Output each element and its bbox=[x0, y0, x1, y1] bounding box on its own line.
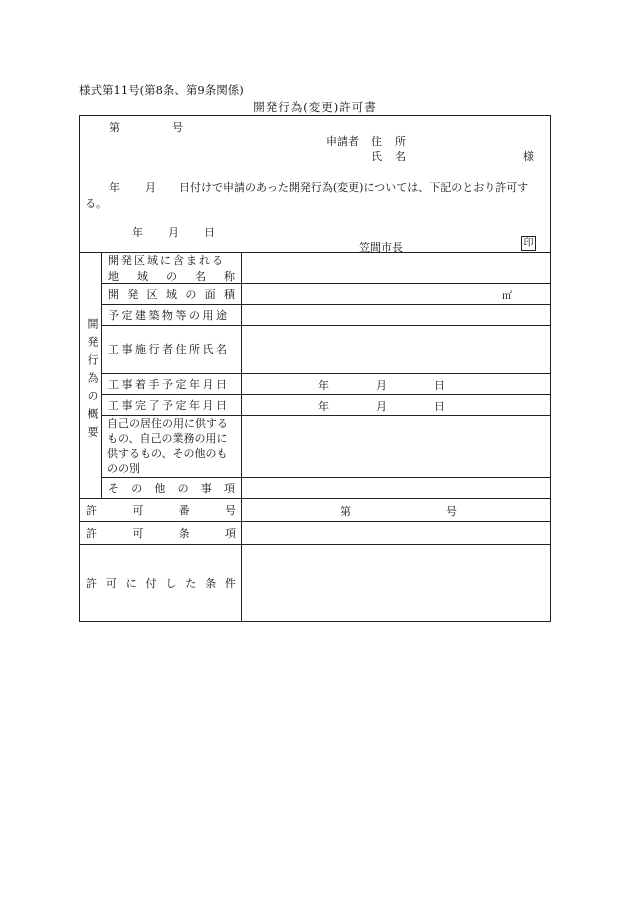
area-name-line2: 地 域 の 名 称 bbox=[108, 269, 235, 283]
permit-number-label: 許 可 番 号 bbox=[86, 503, 236, 517]
other-matters-label: そ の 他 の 事 項 bbox=[108, 481, 235, 495]
permit-items-label: 許 可 条 項 bbox=[86, 526, 236, 540]
end-date-day: 日 bbox=[434, 400, 445, 413]
address-label-2: 所 bbox=[395, 135, 406, 148]
permit-statement: 日付けで申請のあった開発行為(変更)については、下記のとおり許可す bbox=[179, 181, 529, 194]
address-label: 住 bbox=[371, 135, 382, 148]
end-date-month: 月 bbox=[376, 400, 387, 413]
end-date-year: 年 bbox=[318, 400, 329, 413]
permit-number-suffix: 号 bbox=[446, 505, 457, 518]
permit-conditions-label: 許 可 に 付 し た 条 件 bbox=[86, 577, 236, 590]
area-name-line1: 開発区域に含まれる bbox=[108, 253, 225, 267]
issue-month: 月 bbox=[168, 226, 179, 239]
form-number-label: 様式第11号(第8条、第9条関係) bbox=[79, 83, 244, 97]
area-size-label: 開 発 区 域 の 面 積 bbox=[108, 287, 235, 301]
application-month: 月 bbox=[145, 181, 156, 194]
honorific: 様 bbox=[523, 150, 534, 163]
start-date-month: 月 bbox=[376, 379, 387, 392]
start-date-year: 年 bbox=[318, 379, 329, 392]
start-date-label: 工事着手予定年月日 bbox=[108, 377, 230, 391]
building-use-label: 予定建築物等の用途 bbox=[108, 308, 230, 322]
contractor-label: 工事施行者住所氏名 bbox=[108, 343, 230, 356]
application-year: 年 bbox=[109, 181, 120, 194]
issue-day: 日 bbox=[204, 226, 215, 239]
issue-year: 年 bbox=[132, 226, 143, 239]
usage-purpose-label: 自己の居住の用に供する もの、自己の業務の用に 供するもの、その他のも のの別 bbox=[107, 417, 228, 475]
permit-statement-end: る。 bbox=[85, 197, 107, 210]
name-label: 氏 bbox=[371, 150, 382, 163]
document-title: 開発行為(変更)許可書 bbox=[253, 100, 377, 114]
number-suffix: 号 bbox=[172, 121, 183, 134]
end-date-label: 工事完了予定年月日 bbox=[108, 398, 230, 412]
area-unit: ㎡ bbox=[502, 291, 512, 302]
number-prefix: 第 bbox=[109, 121, 120, 134]
seal-mark: 印 bbox=[521, 236, 536, 251]
name-label-2: 名 bbox=[395, 150, 406, 163]
mayor-title: 笠間市長 bbox=[359, 241, 403, 254]
start-date-day: 日 bbox=[434, 379, 445, 392]
applicant-label: 申請者 bbox=[326, 135, 359, 148]
overview-side-label: 開発行為の概要 bbox=[86, 318, 99, 444]
area-name-label bbox=[101, 252, 241, 283]
permit-number-prefix: 第 bbox=[340, 505, 351, 518]
